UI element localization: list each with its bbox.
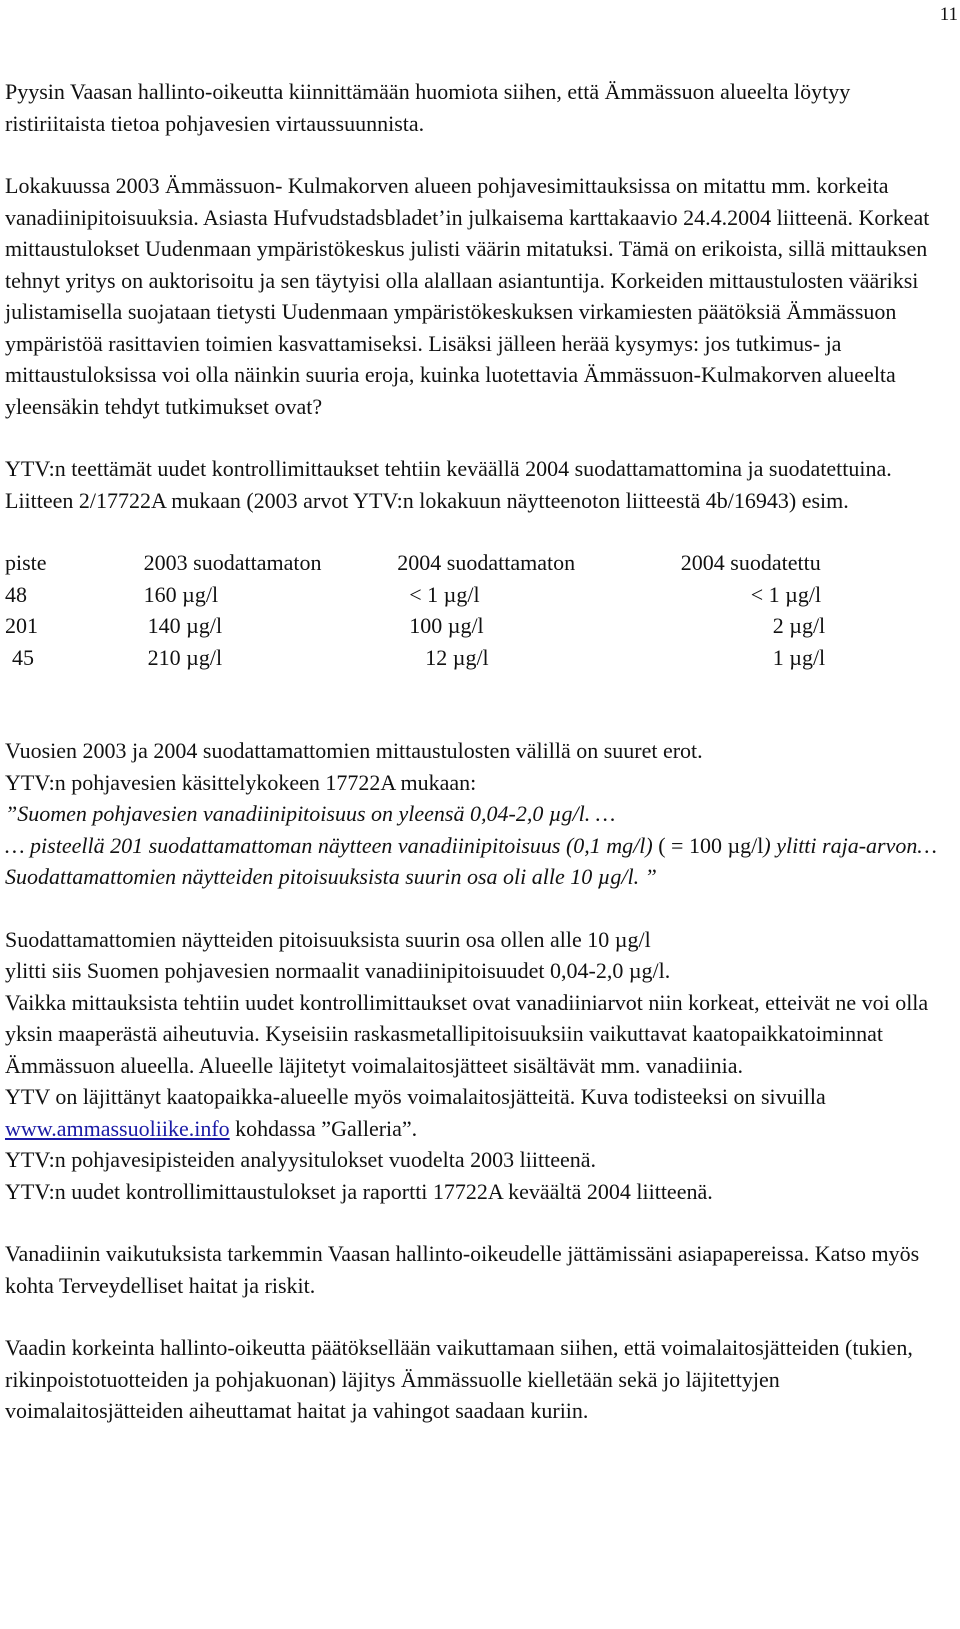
cell-piste: 48 <box>5 581 27 607</box>
website-link[interactable]: www.ammassuoliike.info <box>5 1115 230 1141</box>
gallery-text-end: kohdassa ”Galleria”. <box>229 1115 418 1141</box>
header-piste: piste <box>5 550 47 575</box>
paragraph-vanadium-measurements: Lokakuussa 2003 Ämmässuon- Kulmakorven alueen pohjavesimittauksissa on mitattu mm. korkeita vanadiinipitoisuuksia. Asiasta Hufvudstadsbladet’in julkaisema karttakaavio 24.4.2004 liitteenä. Korkeat mittaustulokset Uudenmaan ympäristökeskus julisti väärin mitatuksi. Tämä on erikoista, sillä mittauksen tehnyt yritys on auktorisoitu ja sen täytyisi olla alallaan asiantuntija. Korkeiden mittaustulosten vääriksi julistamisella suojataan tietysti Uudenmaan ympäristökeskuksen virkamiesten päätöksiä Ämmässuon ympäristöä rasittavien toimien kasvattamiseksi. Lisäksi jälleen herää kysymys: jos tutkimus- ja mittaustuloksissa voi olla näinkin suuria eroja, kuinka luotettavia Ämmässuon-Kulmakorven alueelta yleensäkin tehdyt tutkimukset ovat? <box>5 173 930 419</box>
quote-text: ”Suomen pohjavesien vanadiinipitoisuus on yleensä 0,04-2,0 µg/l. … <box>5 801 616 826</box>
header-2004-unfiltered: 2004 suodattamaton <box>397 550 576 575</box>
paragraph-ytv-experiment: YTV:n pohjavesien käsittelykokeen 17722A mukaan: <box>5 769 477 795</box>
quote-text: ) ylitti raja-arvon… Suodattamattomien näytteiden pitoisuuksista suurin osa oli alle 10 µg/l. ” <box>5 832 937 889</box>
table-header-row <box>5 547 955 579</box>
cell-2003-unfiltered: 210 µg/l <box>147 644 223 670</box>
cell-2003-unfiltered: 160 µg/l <box>143 581 219 607</box>
page-number: 11 <box>939 4 958 25</box>
cell-piste: 45 <box>12 644 34 670</box>
document-body <box>5 76 955 1427</box>
header-2003-unfiltered: 2003 suodattamaton <box>143 550 322 575</box>
cell-piste: 201 <box>5 613 38 638</box>
cell-2003-unfiltered: 140 µg/l <box>147 613 223 638</box>
quote-value: ( = 100 µg/l <box>652 832 764 858</box>
measurement-table <box>5 547 955 673</box>
paragraph-attachment-line: YTV:n pohjavesipisteiden analyysitulokset vuodelta 2003 liitteenä. <box>5 1147 597 1172</box>
cell-2004-filtered: < 1 µg/l <box>750 581 822 607</box>
paragraph-vanadium-effects: Vanadiinin vaikutuksista tarkemmin Vaasan hallinto-oikeudelle jättämissäni asiapapereissa. Katso myös kohta Terveydelliset haitat ja riskit. <box>5 1241 920 1298</box>
paragraph-attachment-line: YTV:n uudet kontrollimittaustulokset ja raportti 17722A keväältä 2004 liitteenä. <box>5 1178 713 1204</box>
paragraph-control-measurements: YTV:n teettämät uudet kontrollimittaukset tehtiin keväällä 2004 suodattamattomina ja suodatettuina. Liitteen 2/17722A mukaan (2003 arvot YTV:n lokakuun näytteenoton liitteestä 4b/16943) esim. <box>5 456 892 513</box>
paragraph-hallinto-oikeus: Pyysin Vaasan hallinto-oikeutta kiinnittämään huomiota siihen, että Ämmässuon alueelta löytyy ristiriitaista tietoa pohjavesien virtaussuunnista. <box>5 79 851 136</box>
header-2004-filtered: 2004 suodatettu <box>680 550 821 575</box>
cell-2004-unfiltered: < 1 µg/l <box>409 581 480 607</box>
cell-2004-unfiltered: 100 µg/l <box>409 613 484 638</box>
paragraph-conclusion-line: Suodattamattomien näytteiden pitoisuuksista suurin osa ollen alle 10 µg/l <box>5 926 651 952</box>
paragraph-conclusion-line: ylitti siis Suomen pohjavesien normaalit vanadiinipitoisuudet 0,04-2,0 µg/l. <box>5 958 671 983</box>
paragraph-demand: Vaadin korkeinta hallinto-oikeutta päätöksellään vaikuttamaan siihen, että voimalaitosjätteiden (tukien, rikinpoistotuotteiden ja pohjakuonan) läjitys Ämmässuolle kielletään sekä jo läjitettyjen voimalaitosjätteiden aiheuttamat haitat ja vahingot saadaan kuriin. <box>5 1335 913 1423</box>
paragraph-conclusion-line: Vaikka mittauksista tehtiin uudet kontrollimittaukset ovat vanadiiniarvot niin korkeat, etteivät ne voi olla yksin maaperästä aiheutuvia. Kyseisiin raskasmetallipitoisuuksiin vaikuttavat kaatopaikkatoiminnat Ämmässuon alueella. Alueelle läjitetyt voimalaitosjätteet sisältävät mm. vanadiinia. <box>5 989 929 1078</box>
paragraph-differences: Vuosien 2003 ja 2004 suodattamattomien mittaustulosten välillä on suuret erot. <box>5 738 703 763</box>
quote-paragraph <box>5 830 955 893</box>
cell-2004-filtered: 2 µg/l <box>772 613 826 638</box>
quote-line <box>5 798 955 830</box>
table-row <box>5 579 955 611</box>
cell-2004-filtered: 1 µg/l <box>772 644 826 670</box>
table-row <box>5 642 955 674</box>
table-row <box>5 610 955 642</box>
gallery-text: YTV on läjittänyt kaatopaikka-alueelle myös voimalaitosjätteitä. Kuva todisteeksi on sivuilla <box>5 1084 826 1109</box>
quote-text: … pisteellä 201 suodattamattoman näytteen vanadiinipitoisuus (0,1 mg/l) <box>5 832 653 858</box>
cell-2004-unfiltered: 12 µg/l <box>425 644 489 670</box>
paragraph-gallery <box>5 1081 955 1144</box>
